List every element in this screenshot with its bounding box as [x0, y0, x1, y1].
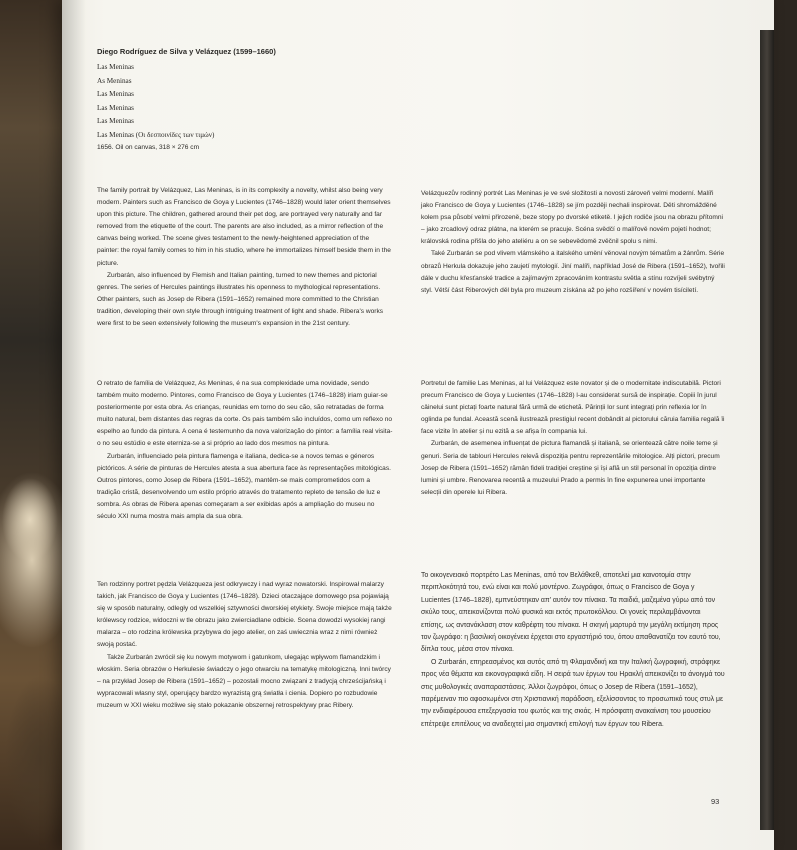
artist-name: Diego Rodríguez de Silva y Velázquez (1599–1660)	[97, 47, 276, 56]
artwork-title: Las Meninas (Οι δεσποινίδες των τιμών)	[97, 130, 215, 139]
page-edge	[760, 30, 774, 830]
paragraph: Velázquezův rodinný portrét Las Meninas je ve své složitosti a novosti zároveň velmi moderní. Malíři jako Francisco de Goya y Lucientes (1746–1828) se jím později nechali inspirovat. Děti shromážděné kolem psa působí velmi přirozeně, beze stopy po dvorské etiketě. I jejich rodiče jsou na obrazu přítomni – jako zrcadlový odraz plátna, na kterém se pracuje. Scéna svědčí o malířově novém pojetí hodnot; královská rodina přišla do jeho ateliéru a on se sebevědomě zvěčnil spolu s nimi.	[421, 190, 724, 246]
text-greek	[421, 570, 725, 731]
artwork-title: Las Meninas	[97, 103, 134, 112]
paragraph: Ο Zurbarán, επηρεασμένος και αυτός από τη Φλαμανδική και την Ιταλική ζωγραφική, στράφηκε προς νέα θέματα και εικονογραφικά είδη. Η σειρά των έργων του Ηρακλή απεικονίζει το άνοιγμά του στις μυθολογικές αναπαραστάσεις. Άλλοι ζωγράφοι, όπως ο Josep de Ribera (1591–1652), παρέμειναν πιο αφοσιωμένοι στη Χριστιανική παράδοση, εξελίσσοντας το προσωπικό τους στυλ με την ενδιαφέρουσα επεξεργασία του φωτός και της σκιάς. Η πρόσφατη ανακαίνιση του μουσείου επέτρεψε επιτέλους να αναδειχτεί μια σημαντική επιλογή των έργων του Ribera.	[421, 658, 725, 728]
paragraph: Také Zurbarán se pod vlivem vlámského a italského umění věnoval novým tématům a žánrům. Série obrazů Herkula dokazuje jeho zaujetí mytologií. Jiní malíři, například José de Ribera (1591–1652), tvořili dále v duchu křesťanské tradice a zajímavým zpracováním kontrastu světla a stínu rozvíjeli svébytný styl. Větší část Riberových děl byla pro muzeum získána až po jeho rozšíření v novém tisíciletí.	[421, 250, 725, 294]
paragraph: Zurbarán, de asemenea influențat de pictura flamandă și italiană, se orientează către noile teme și genuri. Seria de tablouri Hercules relevă dispoziția pentru reprezentările mitologice. Alți pictori, precum Josep de Ribera (1591–1652) rămân fideli tradiției creștine și își află un stil personal în opoziția dintre lumini și umbre. Renovarea recentă a muzeului Prado a permis în fine expunerea unei importante selecții din operele lui Ribera.	[421, 440, 720, 496]
paragraph: Zurbarán, also influenced by Flemish and Italian painting, turned to new themes and pictorial genres. The series of Hercules paintings illustrates his openness to mythological representations. Other painters, such as Josep de Ribera (1591–1652) remained more committed to the Christian tradition, developing their own style through intriguing treatment of light and shade. Ribera's works were first to be seen extensively following the museum's expansion in the 21st century.	[97, 271, 384, 328]
paragraph: O retrato de família de Velázquez, As Meninas, é na sua complexidade uma novidade, sendo também muito moderno. Pintores, como Francisco de Goya y Lucientes (1746–1828) iriam guiar-se posteriormente por esta obra. As crianças, reunidas em torno do seu cão, são retratadas de forma muito natural, bem distantes das regras da corte. Os pais também são incluídos, como um reflexo no espelho ao fundo da pintura. A cena é testemunho da nova valorização do pintor: a família real visita-o no seu estúdio e este eterniza-se a si próprio ao lado dos mesmos na pintura.	[97, 380, 393, 448]
artwork-caption	[97, 47, 417, 151]
artwork-title: Las Meninas	[97, 117, 134, 126]
paragraph: Portretul de familie Las Meninas, al lui Velázquez este novator și de o modernitate indiscutabilă. Pictori precum Francisco de Goya y Lucientes (1746–1828) l-au considerat sursă de inspirație. Copiii în jurul câinelui sunt pictați foarte natural fără urmă de etichetă. Părinții lor sunt integrați prin reflexia lor în oglinda pe fundal. Această scenă ilustrează prestigiul recent dobândit al pictorului căruia familia regală îi face vizite în atelier și nu ezită a se afișa în compania lui.	[421, 380, 725, 436]
artwork-title: As Meninas	[97, 76, 132, 85]
artwork-title: Las Meninas	[97, 63, 134, 71]
paragraph: Το οικογενειακό πορτρέτο Las Meninas, από τον Βελάθκεθ, αποτελεί μια καινοτομία στην περιπλοκότητά του, ενώ είναι και πολύ μοντέρνο. Ζωγράφοι, όπως ο Francisco de Goya y Lucientes (1746–1828), εμπνεύστηκαν απ' αυτόν τον πίνακα. Τα παιδιά, μαζεμένα γύρω από τον σκύλο τους, απεικονίζονται πολύ φυσικά και εκτός πρωτοκόλλου. Οι γονείς περιλαμβάνονται επίσης, ως αντανάκλαση στον καθρέφτη του πίνακα. Η σκηνή μαρτυρά την μεγάλη εκτίμηση προς τον ζωγράφο: η βασιλική οικογένεια έρχεται στο εργαστήριό του, όπου απαθανατίζει τον εαυτό του, δίπλα τους, μέσα στον πίνακα.	[421, 572, 721, 654]
paragraph: Także Zurbarán zwrócił się ku nowym motywom i gatunkom, ulegając wpływom flamandzkim i włoskim. Seria obrazów o Herkulesie świadczy o jego otwarciu na tematykę mitologiczną. Inni twórcy – na przykład Josep de Ribera (1591–1652) – pozostali mocno związani z tradycją chrześcijańską i wypracowali własny styl, operujący bardzo wyrazistą grą światła i cienia. Dopiero po rozbudowie muzeum w XXI wieku możliwe się stało pokazanie obszernej retrospektywy prac Ribery.	[97, 653, 391, 709]
paragraph: Ten rodzinny portret pędzla Velázqueza jest odkrywczy i nad wyraz nowatorski. Inspirował malarzy takich, jak Francisco de Goya y Lucientes (1746–1828). Dzieci otaczające domowego psa pojawiają się w sposób naturalny, odległy od wszelkiej sztywności dworskiej etykiety. Swoje miejsce mają także królewscy rodzice, widoczni w tle obrazu jako zwierciadlane odbicie. Scena dowodzi wysokiej rangi malarza – oto rodzina królewska przybywa do jego atelier, on zaś uwiecznia wraz z nimi również swoją postać.	[97, 581, 392, 649]
page-number: 93	[711, 797, 720, 806]
gutter-shadow	[62, 0, 86, 850]
text-portuguese	[97, 378, 393, 523]
artwork-medium: 1656. Oil on canvas, 318 × 276 cm	[97, 143, 200, 151]
text-czech	[421, 188, 725, 297]
paragraph: Zurbarán, influenciado pela pintura flamenga e italiana, dedica-se a novos temas e géneros pictóricos. A série de pinturas de Hercules atesta a sua abertura face às representações mitológicas. Outros pintores, como Josep de Ribera (1591–1652), mantêm-se mais comprometidos com a tradição cristã, desenvolvendo um estilo próprio através do tratamento repleto de tensão de luz e sombra. As obras de Ribera apenas começaram a ser exibidas após a ampliação do museu no século XXI numa mostra mais ampla da sua obra.	[97, 452, 391, 521]
text-romanian	[421, 378, 725, 499]
artwork-title: Las Meninas	[97, 90, 134, 99]
text-polish	[97, 579, 393, 712]
paragraph: The family portrait by Velázquez, Las Meninas, is in its complexity a novelty, whilst also being very modern. Painters such as Francisco de Goya y Lucientes (1746–1828) would later orient themselves upon this picture. The children, gathered around their pet dog, are portrayed very naturally and far removed from the etiquette of the court. The parents are also included, as a mirror reflection of the canvas being worked. The scene gives testament to the newly-heightened appreciation of the painter: the royal family comes to him in his studio, where he immortalizes himself beside them in the picture.	[97, 187, 391, 267]
text-english	[97, 185, 393, 330]
